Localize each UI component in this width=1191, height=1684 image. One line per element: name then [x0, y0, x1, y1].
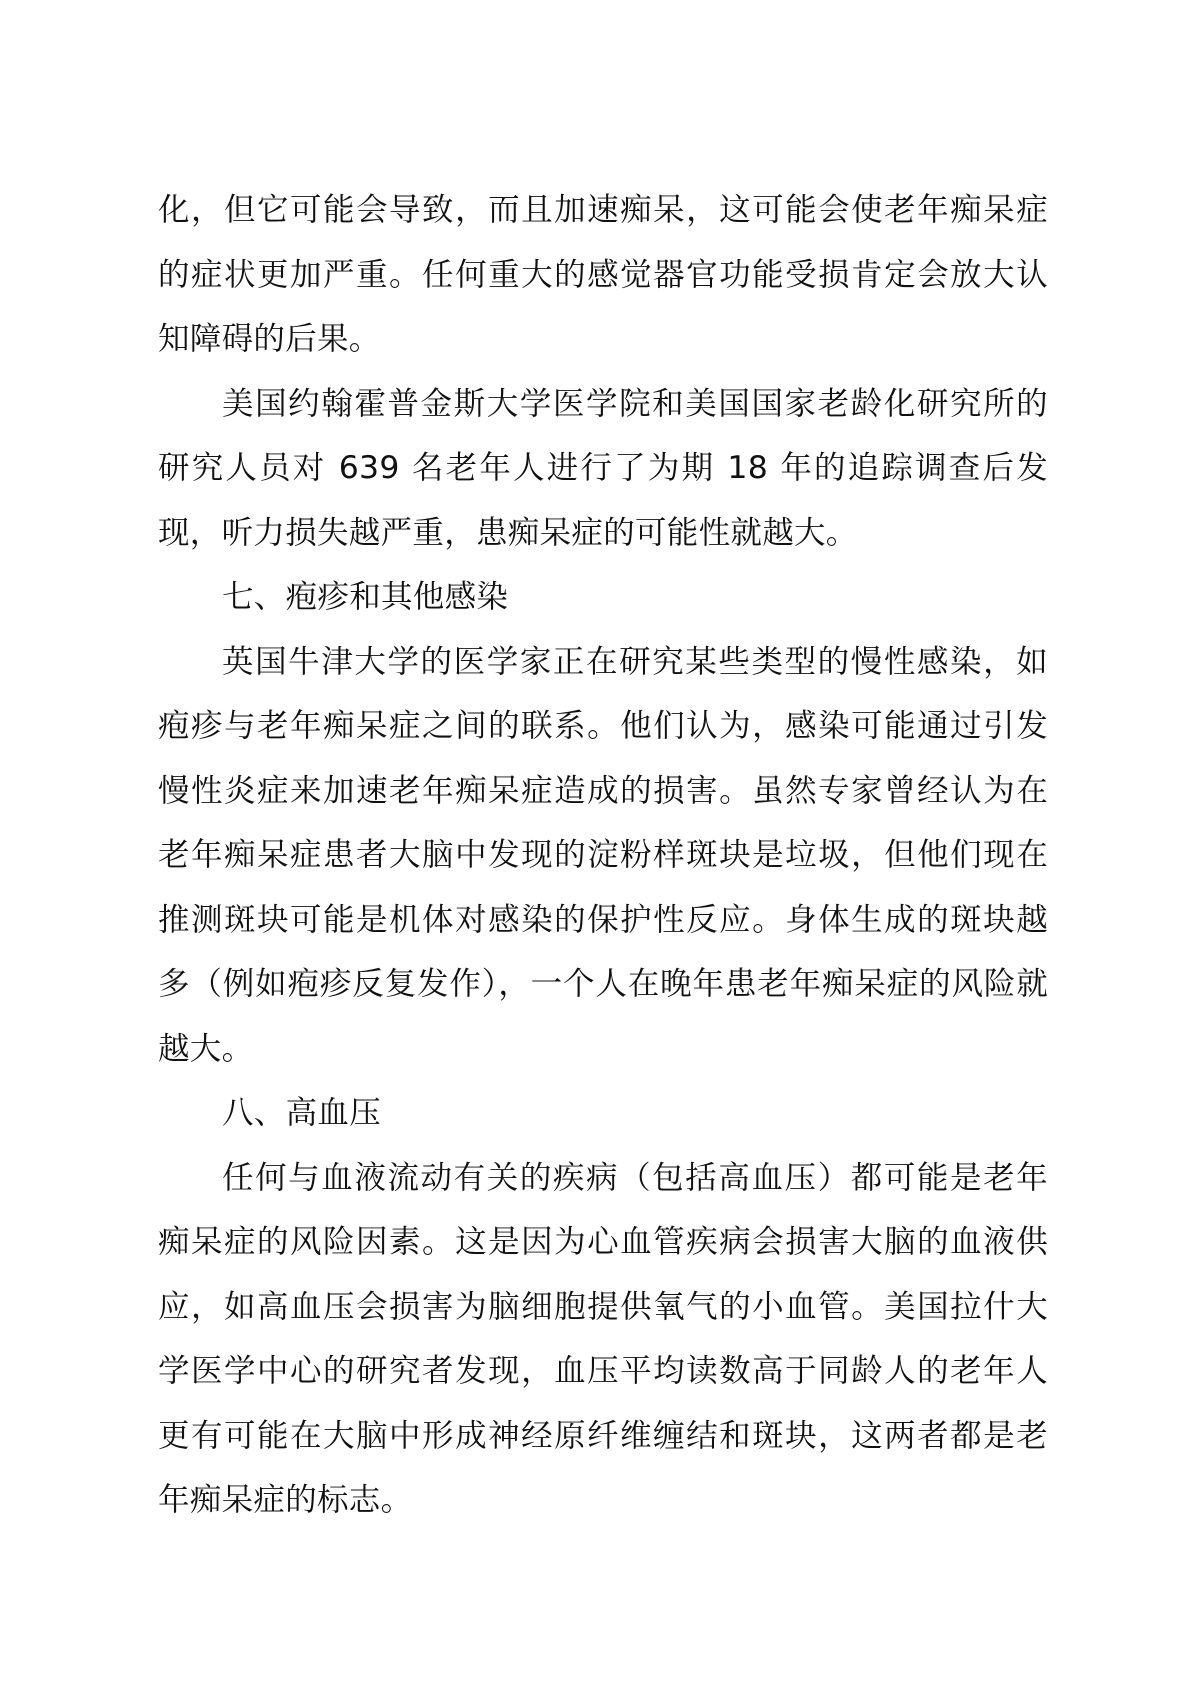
section-heading-herpes: 七、疱疹和其他感染	[222, 579, 509, 615]
paragraph-hearing-loss-study: 美国约翰霍普金斯大学医学院和美国国家老龄化研究所的研究人员对 639 名老年人进行了为期 18 年的追踪调查后发现，听力损失越严重，患痴呆症的可能性就越大。	[158, 385, 1048, 551]
paragraph-continued: 化，但它可能会导致，而且加速痴呆，这可能会使老年痴呆症的症状更加严重。任何重大的感觉器官功能受损肯定会放大认知障碍的后果。	[158, 192, 1048, 357]
paragraph-infection: 英国牛津大学的医学家正在研究某些类型的慢性感染，如疱疹与老年痴呆症之间的联系。他们认为，感染可能通过引发慢性炎症来加速老年痴呆症造成的损害。虽然专家曾经认为在老年痴呆症患者大脑中发现的淀粉样斑块是垃圾，但他们现在推测斑块可能是机体对感染的保护性反应。身体生成的斑块越多（例如疱疹反复发作），一个人在晚年患老年痴呆症的风险就越大。	[158, 643, 1048, 1067]
paragraph-hypertension: 任何与血液流动有关的疾病（包括高血压）都可能是老年痴呆症的风险因素。这是因为心血管疾病会损害大脑的血液供应，如高血压会损害为脑细胞提供氧气的小血管。美国拉什大学医学中心的研究者发现，血压平均读数高于同龄人的老年人更有可能在大脑中形成神经原纤维缠结和斑块，这两者都是老年痴呆症的标志。	[158, 1159, 1048, 1518]
section-heading-hypertension: 八、高血压	[222, 1095, 382, 1131]
document-body	[158, 178, 1048, 1533]
